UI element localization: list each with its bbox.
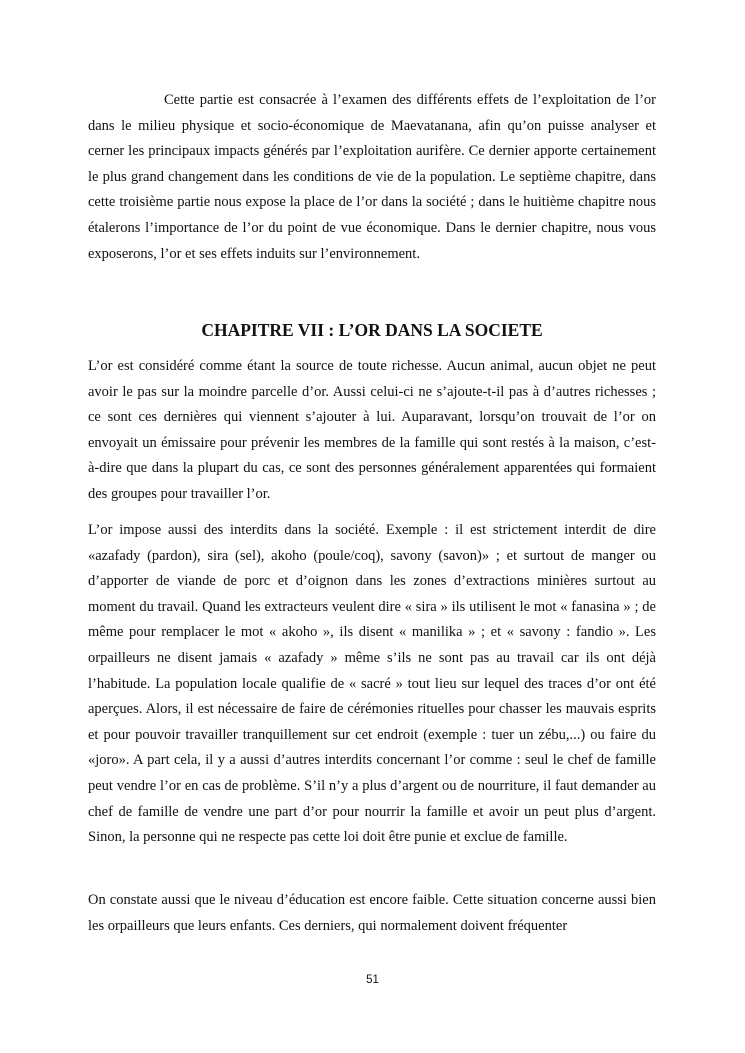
page-number: 51	[366, 974, 379, 986]
chapter-heading: CHAPITRE VII : L’OR DANS LA SOCIETE	[201, 320, 543, 340]
body-paragraph-1: L’or est considéré comme étant la source de toute richesse. Aucun animal, aucun objet ne peut avoir le pas sur la moindre parcelle d’or. Aussi celui-ci ne s’ajoute-t-il pas à d’autres richesses ; ce sont ces dernières qui viennent s’ajouter à lui. Auparavant, lorsqu’on trouvait de l’or on envoyait un émissaire pour prévenir les membres de la famille qui sont restés à la maison, c’est-à-dire que dans la plupart du cas, ce sont des personnes généralement apparentées qui formaient des groupes pour travailler l’or.	[88, 358, 656, 502]
intro-paragraph: Cette partie est consacrée à l’examen des différents effets de l’exploitation de l’or dans le milieu physique et socio-économique de Maevatanana, afin qu’on puisse analyser et cerner les principaux impacts générés par l’exploitation aurifère. Ce dernier apporte certainement le plus grand changement dans les conditions de vie de la population. Le septième chapitre, dans cette troisième partie nous expose la place de l’or dans la société ; dans le huitième chapitre nous étalerons l’importance de l’or du point de vue économique. Dans le dernier chapitre, nous vous exposerons, l’or et ses effets induits sur l’environnement.	[88, 92, 656, 262]
body-paragraph-2: L’or impose aussi des interdits dans la société. Exemple : il est strictement interdit de dire «azafady (pardon), sira (sel), akoho (poule/coq), savony (savon)» ; et surtout de manger ou d’apporter de viande de porc et d’oignon dans les zones d’extractions minières surtout au moment du travail. Quand les extracteurs veulent dire « sira » ils utilisent le mot « fanasina » ; de même pour remplacer le mot « akoho », ils disent « manilika » ; et « savony : fandio ». Les orpailleurs ne disent jamais « azafady » même s’ils ne sont pas au travail car ils ont déjà l’habitude. La population locale qualifie de « sacré » tout lieu sur lequel des traces d’or ont été aperçues. Alors, il est nécessaire de faire de cérémonies rituelles pour chasser les mauvais esprits et pour pouvoir travailler tranquillement sur cet endroit (exemple : tuer un zébu,...) ou faire du «joro». A part cela, il y a aussi d’autres interdits concernant l’or comme : seul le chef de famille peut vendre l’or en cas de problème. S’il n’y a plus d’argent ou de nourriture, il faut demander au chef de famille de vendre une part d’or pour nourrir la famille et avoir un peut plus d’argent. Sinon, la personne qui ne respecte pas cette loi doit être punie et exclue de famille.	[88, 522, 656, 846]
body-paragraph-3: On constate aussi que le niveau d’éducation est encore faible. Cette situation concerne aussi bien les orpailleurs que leurs enfants. Ces derniers, qui normalement doivent fréquenter	[88, 892, 656, 934]
